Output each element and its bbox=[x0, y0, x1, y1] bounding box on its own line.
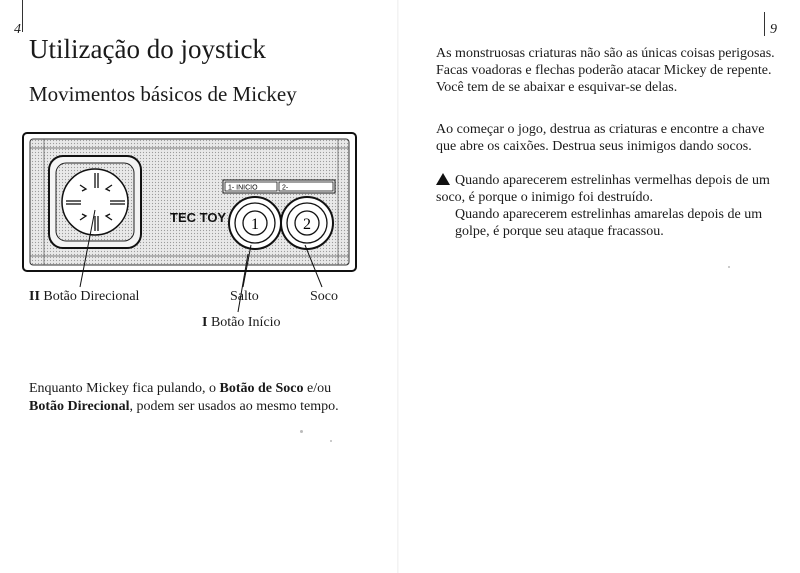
paper-speck bbox=[300, 430, 303, 433]
warning-triangle-icon bbox=[436, 173, 450, 185]
second-strip-label: 2- bbox=[282, 184, 289, 192]
page-subtitle: Movimentos básicos de Mickey bbox=[29, 82, 297, 106]
start-strip-label: 1- INICIO bbox=[228, 184, 258, 192]
paragraph-start-game: Ao começar o jogo, destrua as criaturas e encontre a chave que abre os caixões. Destrua seus inimigos dando socos. bbox=[436, 122, 765, 154]
brand-logo: TEC TOY bbox=[170, 210, 227, 225]
directional-button-label: II Botão Direcional bbox=[29, 289, 140, 304]
salto-label: Salto bbox=[230, 289, 259, 304]
yellow-stars-text: Quando aparecerem estrelinhas amarelas depois de um golpe, é porque seu ataque fracassou. bbox=[455, 207, 763, 239]
paragraph-dangers: As monstruosas criaturas não são as únicas coisas perigosas. Facas voadoras e flechas poderão atacar Mickey de repente. Você tem de se abaixar e esquivar-se delas. bbox=[436, 46, 775, 95]
button-2-icon bbox=[281, 197, 333, 249]
paragraph-stars bbox=[436, 172, 781, 240]
paper-speck bbox=[728, 266, 730, 268]
start-button-label: I Botão Início bbox=[202, 315, 281, 330]
page-number-left: 4 bbox=[14, 22, 21, 37]
joystick-diagram bbox=[22, 130, 358, 273]
right-page bbox=[398, 0, 800, 573]
button-1-number: 1 bbox=[251, 216, 259, 233]
page-edge-mark bbox=[764, 12, 765, 36]
soco-label: Soco bbox=[310, 289, 338, 304]
button-1-icon bbox=[229, 197, 281, 249]
left-page bbox=[0, 0, 398, 573]
red-stars-text: Quando aparecerem estrelinhas vermelhas depois de um soco, é porque o inimigo foi destruído. bbox=[436, 173, 770, 205]
directional-pad-icon bbox=[49, 156, 141, 248]
simultaneous-use-note: Enquanto Mickey fica pulando, o Botão de Soco e/ou Botão Direcional, podem ser usados ao mesmo tempo. bbox=[29, 381, 339, 414]
paper-speck bbox=[330, 440, 332, 442]
page-edge-mark bbox=[22, 0, 23, 32]
button-2-number: 2 bbox=[303, 216, 311, 233]
page-number-right: 9 bbox=[770, 22, 777, 37]
page-title: Utilização do joystick bbox=[29, 34, 266, 64]
